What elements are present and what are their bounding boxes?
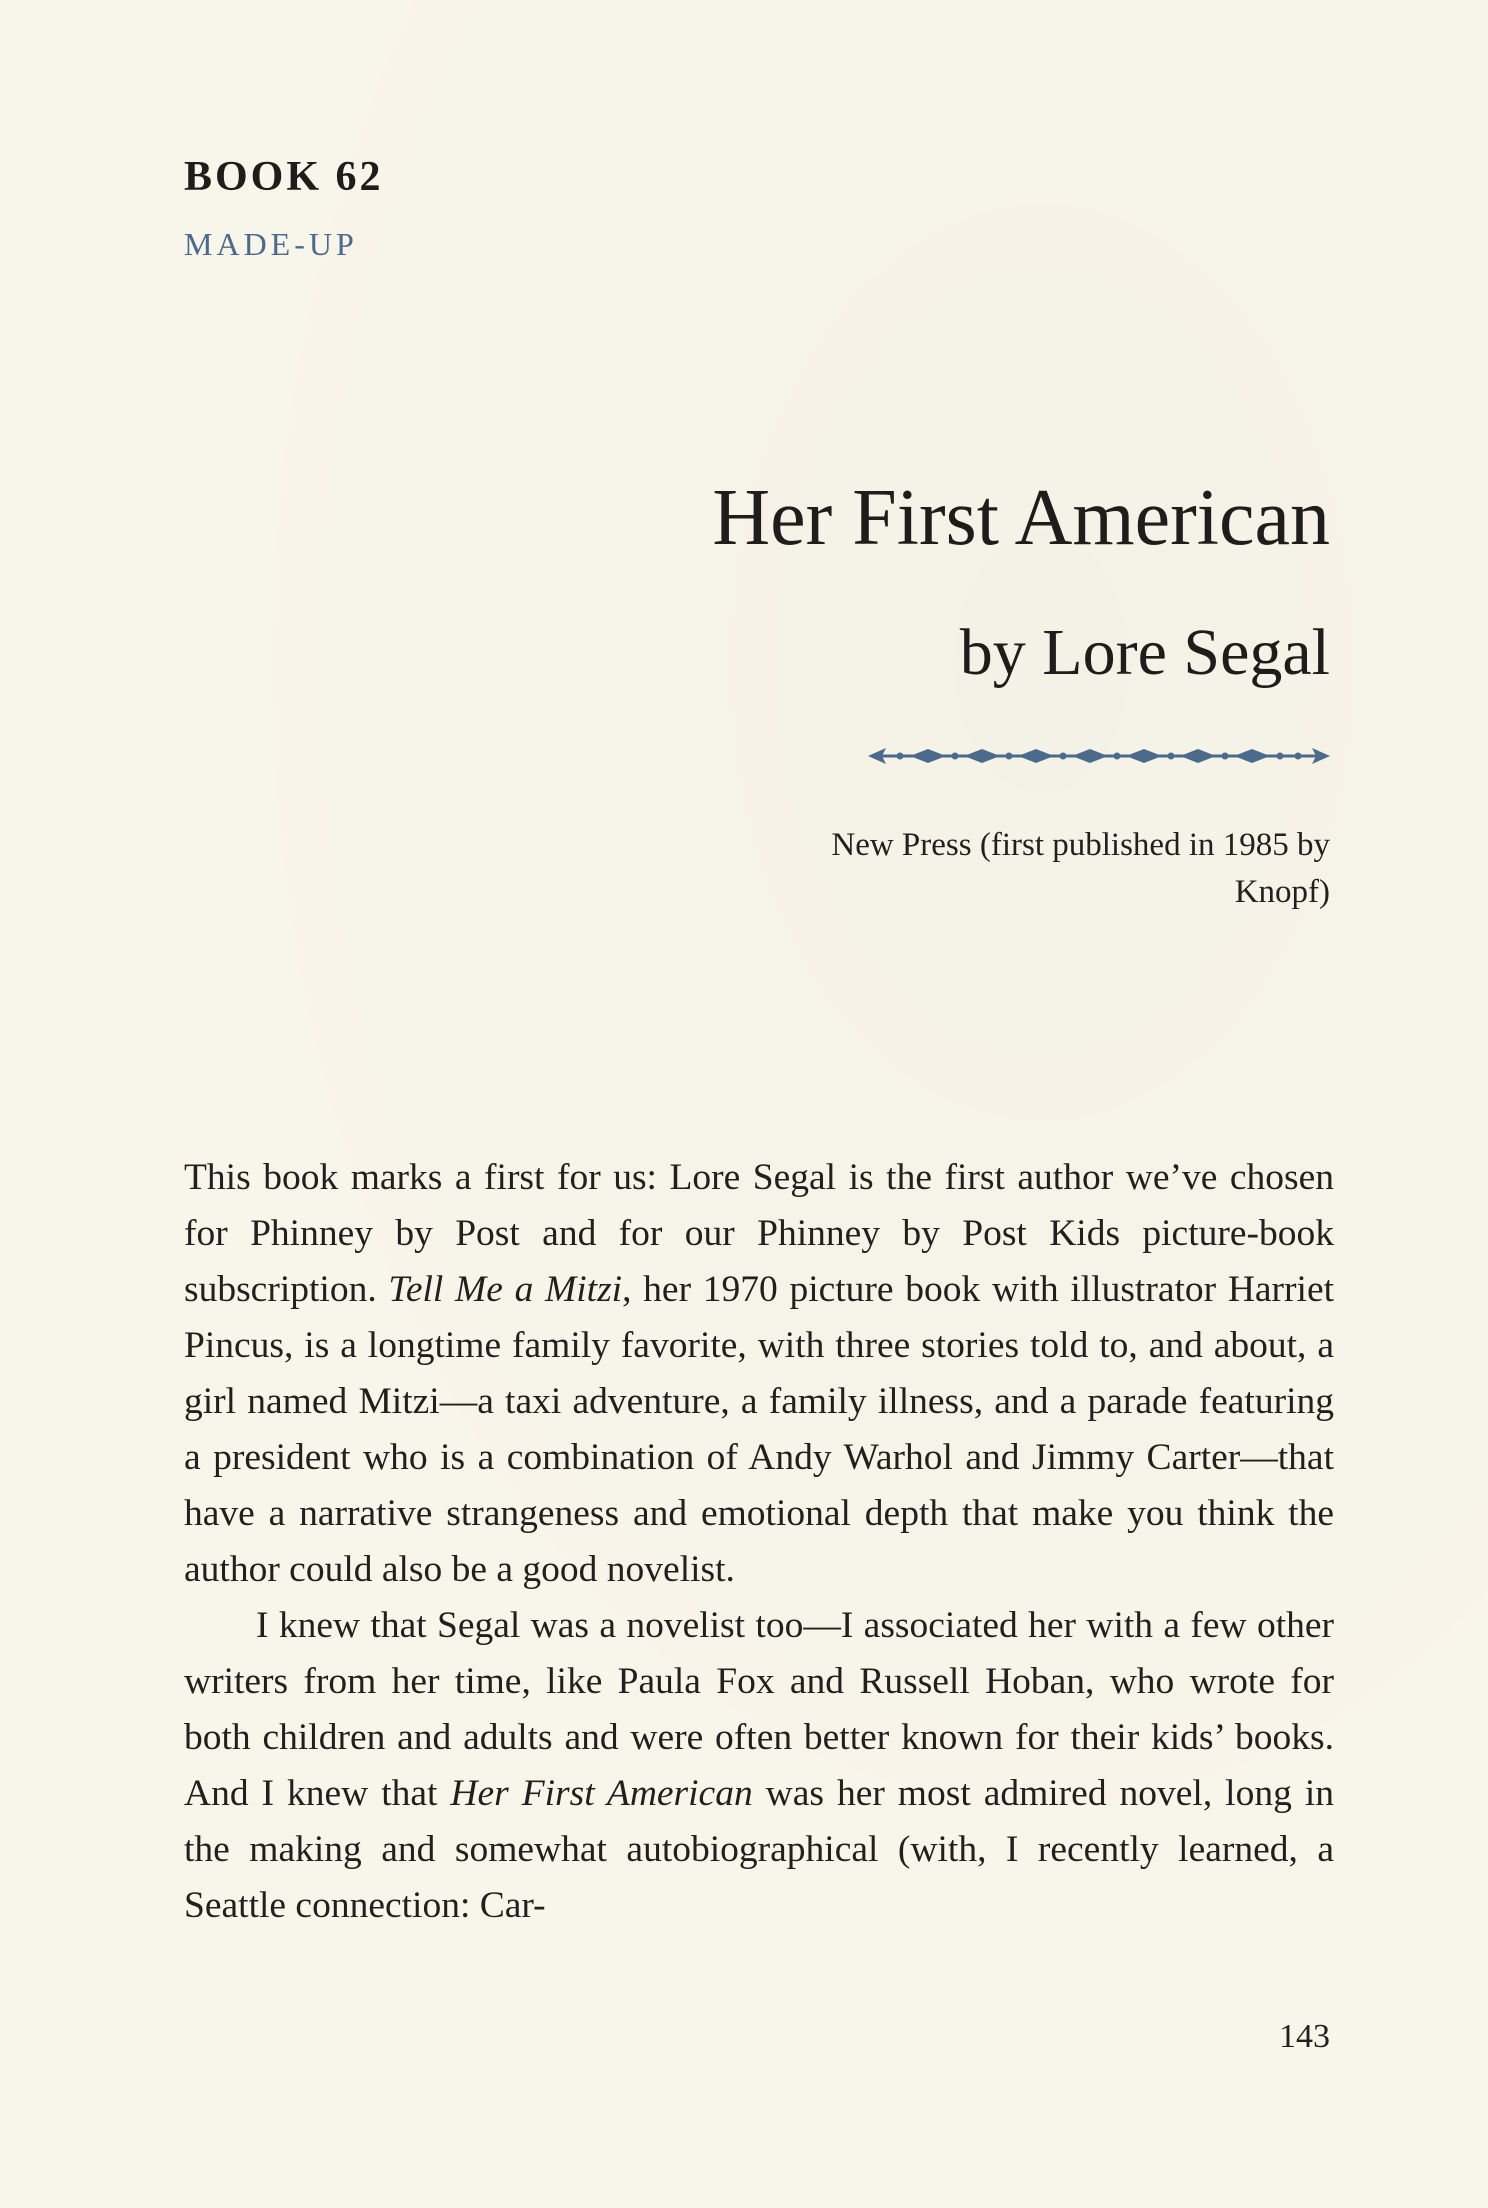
book-title: Her First American — [712, 474, 1330, 562]
section-label: MADE-UP — [184, 226, 358, 262]
paragraph-1-text-a: This book marks a first for us: Lore Segal is the first author we’ve chosen for Phinney by Post and for our Phinney by Post Kids picture-book subscription. — [184, 1157, 1334, 1310]
paragraph-2-text-a: I knew that Segal was a novelist too—I associated her with a few other writers from her time, like Paula Fox and Russell Hoban, who wrote for both children and adults and were often better known for their kids’ books. And I knew that — [184, 1605, 1334, 1814]
author-line: by Lore Segal — [959, 616, 1330, 689]
paragraph-1-text-b: , her 1970 picture book with illustrator Harriet Pincus, is a longtime family favorite, with three stories told to, and about, a girl named Mitzi—a taxi adventure, a family illness, and a parade featuring a president who is a combination of Andy Warhol and Jimmy Carter—that have a narrative strangeness and emotional depth that make you think the author could also be a good novelist. — [184, 1269, 1335, 1590]
decorative-arrow-rule-icon — [868, 742, 1330, 770]
paragraph-2-book-title: Her First American — [450, 1773, 753, 1814]
paragraph-1-book-title: Tell Me a Mitzi — [388, 1269, 623, 1310]
publisher-note: New Press (first published in 1985 by Knopf) — [831, 827, 1330, 910]
paragraph-2-text-b: was her most admired novel, long in the making and somewhat autobiographical (with, I recently learned, a Seattle connection: Car- — [184, 1773, 1334, 1926]
page-number: 143 — [1279, 2018, 1330, 2055]
body-text — [184, 1150, 1334, 1934]
paragraph-2 — [184, 1598, 1334, 1934]
paragraph-1 — [184, 1150, 1334, 1598]
book-number-heading: BOOK 62 — [184, 154, 384, 200]
